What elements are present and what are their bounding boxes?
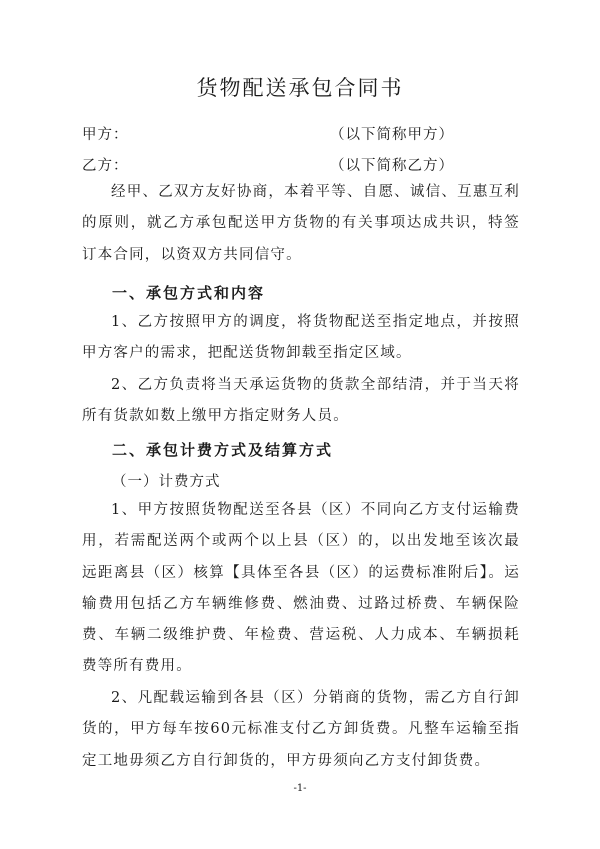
section-2-item-2: 2、凡配载运输到各县（区）分销商的货物，需乙方自行卸货的，甲方每车按60元标准支付乙方卸货费。凡整车运输至指定工地毋须乙方自行卸货的，甲方毋须向乙方支付卸货费。	[82, 690, 520, 769]
section-1-heading: 一、承包方式和内容	[112, 284, 266, 302]
section-1-item-2: 2、乙方负责将当天承运货物的货款全部结清，并于当天将所有货款如数上缴甲方指定财务人员。	[82, 377, 520, 425]
section-2-heading: 二、承包计费方式及结算方式	[112, 441, 334, 459]
page-number: -1-	[293, 783, 307, 794]
section-2-subheading: （一）计费方式	[112, 474, 221, 490]
party-a-note: （以下简称甲方）	[330, 127, 454, 143]
document-title: 货物配送承包合同书	[196, 76, 404, 100]
section-2-item-1: 1、甲方按照货物配送至各县（区）不同向乙方支付运输费用，若需配送两个或两个以上县（区）的，以出发地至该次最远距离县（区）核算【具体至各县（区）的运费标准附后】。运输费用包括乙方车辆维修费、燃油费、过路过桥费、车辆保险费、车辆二级维护费、年检费、营运税、人力成本、车辆损耗费等所有费用。	[82, 502, 520, 675]
intro-paragraph: 经甲、乙双方友好协商，本着平等、自愿、诚信、互惠互利的原则，就乙方承包配送甲方货物的有关事项达成共识，特签订本合同，以资双方共同信守。	[82, 184, 520, 263]
party-b-note: （以下简称乙方）	[330, 158, 454, 174]
party-b-label: 乙方：	[82, 158, 129, 174]
party-a-label: 甲方：	[82, 127, 129, 143]
section-1-item-1: 1、乙方按照甲方的调度，将货物配送至指定地点，并按照甲方客户的需求，把配送货物卸载至指定区域。	[82, 314, 520, 362]
